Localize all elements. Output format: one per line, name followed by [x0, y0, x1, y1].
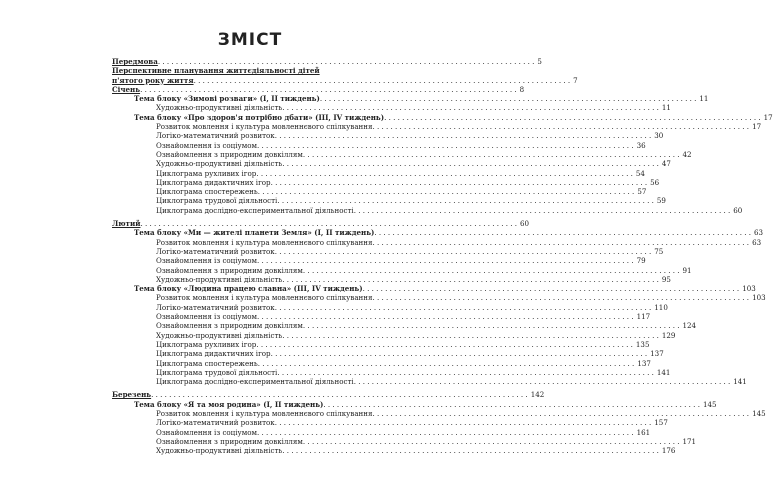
- dot-leader: . . . . . . . . . . . . . . . . . . . . . . . . . . . . . . . . . . . . . . . . . . . . . . . . . . . . . . . . . . . . . . . . . . . . . . . . . . . . . . . . . . . .: [256, 339, 633, 349]
- dot-leader: . . . . . . . . . . . . . . . . . . . . . . . . . . . . . . . . . . . . . . . . . . . . . . . . . . . . . . . . . . . . . . . . . . . . . . . . . . . . . . . . . . . .: [282, 330, 659, 340]
- toc-entry[interactable]: [112, 103, 671, 113]
- dot-leader: . . . . . . . . . . . . . . . . . . . . . . . . . . . . . . . . . . . . . . . . . . . . . . . . . . . . . . . . . . . . . . . . . . . . . . . . . . . . . . . . . . . .: [274, 131, 652, 141]
- page-title: ЗМІСТ: [217, 30, 283, 50]
- toc-page-number: 60: [520, 219, 530, 229]
- toc-page-number: 135: [635, 339, 650, 349]
- toc-entry-title: Циклограма спостережень: [156, 187, 258, 197]
- toc-entry-title: Циклограма дослідно-експериментальної діяльності: [156, 377, 354, 387]
- toc-entry-title: Ознайомлення із соціумом: [156, 312, 257, 322]
- dot-leader: . . . . . . . . . . . . . . . . . . . . . . . . . . . . . . . . . . . . . . . . . . . . . . . . . . . . . . . . . . . . . . . . . . . . . . . . . . . . . . . . . . . .: [256, 168, 633, 178]
- dot-leader: . . . . . . . . . . . . . . . . . . . . . . . . . . . . . . . . . . . . . . . . . . . . . . . . . . . . . . . . . . . . . . . . . . . . . . . . . . . . . . . . . . . .: [274, 302, 652, 312]
- dot-leader: . . . . . . . . . . . . . . . . . . . . . . . . . . . . . . . . . . . . . . . . . . . . . . . . . . . . . . . . . . . . . . . . . . . . . . . . . . . . . . . . . . . .: [270, 349, 648, 359]
- toc-page-number: 103: [742, 284, 756, 294]
- toc-page-number: 59: [656, 196, 666, 206]
- toc-page-number: 103: [752, 293, 766, 303]
- toc-entry-title: Ознайомлення із соціумом: [156, 140, 257, 150]
- dot-leader: . . . . . . . . . . . . . . . . . . . . . . . . . . . . . . . . . . . . . . . . . . . . . . . . . . . . . . . . . . . . . . . . . . . . . . . . . . . . . . . . . . . .: [270, 177, 648, 187]
- toc-entry-title: Ознайомлення з природним довкіллям: [156, 436, 303, 446]
- dot-leader: . . . . . . . . . . . . . . . . . . . . . . . . . . . . . . . . . . . . . . . . . . . . . . . . . . . . . . . . . . . . . . . . . . . . . . . . . . . . . . . . . . . .: [140, 84, 517, 94]
- toc-entry-title: Розвиток мовлення і культура мовленнєвого спілкування: [156, 122, 373, 132]
- toc-entry-title: Тема блоку «Людина працею славна» (ІІІ, IV тиждень): [134, 284, 363, 294]
- toc-entry[interactable]: [112, 399, 717, 409]
- toc-page-number: 137: [637, 358, 651, 368]
- toc-page-number: 145: [752, 408, 766, 418]
- toc-page-number: 63: [752, 237, 762, 247]
- toc-entry[interactable]: [112, 94, 709, 104]
- toc-page-number: 142: [530, 390, 545, 400]
- toc-page-number: 141: [656, 367, 671, 377]
- toc-entry[interactable]: [112, 159, 671, 169]
- dot-leader: . . . . . . . . . . . . . . . . . . . . . . . . . . . . . . . . . . . . . . . . . . . . . . . . . . . . . . . . . . . . . . . . . . . . . . . . . . . . . . . . . . . .: [302, 436, 680, 446]
- toc-entry[interactable]: [112, 358, 651, 368]
- toc-page-number: 36: [636, 140, 646, 150]
- dot-leader: . . . . . . . . . . . . . . . . . . . . . . . . . . . . . . . . . . . . . . . . . . . . . . . . . . . . . . . . . . . . . . . . . . . . . . . . . . . . . . . . . . . .: [140, 219, 518, 229]
- toc-entry-title: Тема блоку «Ми — жителі планети Земля» (І, ІІ тиждень): [134, 228, 375, 238]
- toc-entry-title: Художньо-продуктивні діяльність: [156, 330, 283, 340]
- toc-entry-title: Ознайомлення з природним довкіллям: [156, 321, 303, 331]
- toc-entry-title: Ознайомлення із соціумом: [156, 427, 257, 437]
- toc-page-number: 17: [763, 112, 773, 122]
- toc-page-number: 145: [702, 399, 717, 409]
- toc-entry[interactable]: [112, 446, 676, 456]
- toc-entry[interactable]: [112, 205, 743, 215]
- dot-leader: . . . . . . . . . . . . . . . . . . . . . . . . . . . . . . . . . . . . . . . . . . . . . . . . . . . . . . . . . . . . . . . . . . . . . . . . . . . . . . . . . . . .: [282, 274, 659, 284]
- toc-entry[interactable]: [112, 339, 650, 349]
- toc-entry-title: Тема блоку «Про здоров'я потрібно дбати» (ІІІ, IV тиждень): [134, 112, 385, 122]
- toc-entry-title: Циклограма рухливих ігор: [156, 339, 257, 349]
- toc-entry[interactable]: [112, 377, 747, 387]
- dot-leader: . . . . . . . . . . . . . . . . . . . . . . . . . . . . . . . . . . . . . . . . . . . . . . . . . . . . . . . . . . . . . . . . . . . . . . . . . . . . . . . . . . . .: [384, 112, 761, 122]
- toc-entry-title: Тема блоку «Я та моя родина» (І, ІІ тиждень): [134, 399, 324, 409]
- dot-leader: . . . . . . . . . . . . . . . . . . . . . . . . . . . . . . . . . . . . . . . . . . . . . . . . . . . . . . . . . . . . . . . . . . . . . . . . . . . . . . . . . . . .: [302, 265, 680, 275]
- toc-page-number: 161: [636, 427, 651, 437]
- dot-leader: . . . . . . . . . . . . . . . . . . . . . . . . . . . . . . . . . . . . . . . . . . . . . . . . . . . . . . . . . . . . . . . . . . . . . . . . . . . . . . . . . . . .: [302, 321, 680, 331]
- dot-leader: . . . . . . . . . . . . . . . . . . . . . . . . . . . . . . . . . . . . . . . . . . . . . . . . . . . . . . . . . . . . . . . . . . . . . . . . . . . . . . . . . . . .: [257, 358, 635, 368]
- toc-page-number: 141: [733, 377, 747, 387]
- toc-entry[interactable]: [112, 321, 697, 331]
- toc-entry[interactable]: [112, 57, 542, 66]
- toc-page-number: 63: [753, 228, 764, 238]
- toc-entry[interactable]: [112, 187, 647, 197]
- toc-page-number: 171: [682, 436, 697, 446]
- toc-page-number: 60: [733, 205, 743, 215]
- dot-leader: . . . . . . . . . . . . . . . . . . . . . . . . . . . . . . . . . . . . . . . . . . . . . . . . . . . . . . . . . . . . . . . . . . . . . . . . . . . . . . . . . . . .: [282, 446, 659, 456]
- toc-entry-title: Логіко-математичний розвиток: [156, 302, 275, 312]
- dot-leader: . . . . . . . . . . . . . . . . . . . . . . . . . . . . . . . . . . . . . . . . . . . . . . . . . . . . . . . . . . . . . . . . . . . . . . . . . . . . . . . . . . . .: [282, 159, 659, 169]
- toc-entry[interactable]: [112, 427, 651, 437]
- toc-page-number: 47: [661, 159, 671, 169]
- toc-entry-title: Циклограма трудової діяльності: [156, 196, 278, 206]
- toc-entry-title: Ознайомлення з природним довкіллям: [156, 265, 303, 275]
- dot-leader: . . . . . . . . . . . . . . . . . . . . . . . . . . . . . . . . . . . . . . . . . . . . . . . . . . . . . . . . . . . . . . . . . . . . . . . . . . . . . . . . . . . .: [151, 390, 528, 400]
- toc-page-number: 57: [637, 187, 647, 197]
- toc-entry-title: Циклограма дидактичних ігор: [156, 177, 271, 187]
- toc-entry[interactable]: [112, 219, 530, 229]
- toc-entry-title: Логіко-математичний розвиток: [156, 131, 275, 141]
- dot-leader: . . . . . . . . . . . . . . . . . . . . . . . . . . . . . . . . . . . . . . . . . . . . . . . . . . . . . . . . . . . . . . . . . . . . . . . . . . . . . . . . . . . .: [319, 94, 697, 104]
- toc-entry-title: Ознайомлення із соціумом: [156, 256, 257, 266]
- toc-entry-title: Передмова: [112, 57, 158, 66]
- toc-entry-title: Перспективне планування життєдіяльності дітей: [112, 66, 320, 76]
- toc-entry-title: Логіко-математичний розвиток: [156, 246, 275, 256]
- dot-leader: . . . . . . . . . . . . . . . . . . . . . . . . . . . . . . . . . . . . . . . . . . . . . . . . . . . . . . . . . . . . . . . . . . . . . . . . . . . . . . . . . . . .: [274, 246, 652, 256]
- dot-leader: . . . . . . . . . . . . . . . . . . . . . . . . . . . . . . . . . . . . . . . . . . . . . . . . . . . . . . . . . . . . . . . . . . . . . . . . . . . . . . . . . . . .: [374, 228, 751, 238]
- toc-entry-title: Лютий: [112, 219, 141, 229]
- toc-entry[interactable]: [112, 302, 668, 312]
- dot-leader: . . . . . . . . . . . . . . . . . . . . . . . . . . . . . . . . . . . . . . . . . . . . . . . . . . . . . . . . . . . . . . . . . . . . . . . . . . . . . . . . . . . .: [257, 256, 634, 266]
- toc-entry[interactable]: [112, 228, 764, 238]
- toc-entry-title: Січень: [112, 84, 141, 94]
- dot-leader: . . . . . . . . . . . . . . . . . . . . . . . . . . . . . . . . . . . . . . . . . . . . . . . . . . . . . . . . . . . . . . . . . . . . . . . . . . . . . . . . . . . .: [157, 57, 535, 66]
- toc-entry-title: Розвиток мовлення і культура мовленнєвого спілкування: [156, 293, 373, 303]
- toc-page-number: 8: [519, 84, 525, 94]
- dot-leader: . . . . . . . . . . . . . . . . . . . . . . . . . . . . . . . . . . . . . . . . . . . . . . . . . . . . . . . . . . . . . . . . . . . . . . . . . . . . . . . . . . . .: [257, 187, 635, 197]
- toc-entry[interactable]: [112, 436, 697, 446]
- toc-page-number: 176: [661, 446, 676, 456]
- toc-page-number: 54: [635, 168, 645, 178]
- toc-page-number: 30: [654, 131, 664, 141]
- toc-page-number: 110: [654, 302, 668, 312]
- dot-leader: . . . . . . . . . . . . . . . . . . . . . . . . . . . . . . . . . . . . . . . . . . . . . . . . . . . . . . . . . . . . . . . . . . . . . . . . . . . . . . . . . . . .: [362, 284, 740, 294]
- toc-entry-title: Циклограма спостережень: [156, 358, 258, 368]
- dot-leader: . . . . . . . . . . . . . . . . . . . . . . . . . . . . . . . . . . . . . . . . . . . . . . . . . . . . . . . . . . . . . . . . . . . . . . . . . . . . . . . . . . . .: [353, 377, 731, 387]
- toc-entry[interactable]: [112, 122, 762, 132]
- toc-entry-title: Циклограма рухливих ігор: [156, 168, 257, 178]
- dot-leader: . . . . . . . . . . . . . . . . . . . . . . . . . . . . . . . . . . . . . . . . . . . . . . . . . . . . . . . . . . . . . . . . . . . . . . . . . . . . . . . . . . . .: [257, 312, 634, 322]
- toc-page-number: 11: [661, 103, 671, 113]
- toc-entry[interactable]: [112, 84, 525, 94]
- toc-page-number: 95: [661, 274, 671, 284]
- toc-entry-title: п'ятого року життя: [112, 75, 194, 85]
- toc-entry-title: Розвиток мовлення і культура мовленнєвого спілкування: [156, 408, 373, 418]
- toc-entry[interactable]: [112, 265, 692, 275]
- toc-page-number: 137: [650, 349, 664, 359]
- toc-entry[interactable]: [112, 349, 664, 359]
- toc-entry[interactable]: [112, 284, 756, 294]
- toc-entry[interactable]: [112, 237, 762, 247]
- toc-entry-title: Розвиток мовлення і культура мовленнєвого спілкування: [156, 237, 373, 247]
- toc-entry[interactable]: [112, 196, 666, 206]
- toc-entry[interactable]: [112, 177, 660, 187]
- toc-page-number: 75: [654, 246, 664, 256]
- toc-entry-title: Тема блоку «Зимові розваги» (І, ІІ тиждень): [134, 94, 320, 104]
- toc-page-number: 117: [636, 312, 651, 322]
- toc-page-number: 42: [682, 149, 692, 159]
- toc-page-number: 91: [682, 265, 692, 275]
- toc-entry-title: Художньо-продуктивні діяльність: [156, 159, 283, 169]
- toc-page-number: 7: [573, 75, 578, 85]
- dot-leader: . . . . . . . . . . . . . . . . . . . . . . . . . . . . . . . . . . . . . . . . . . . . . . . . . . . . . . . . . . . . . . . . . . . . . . . . . . . . . . . . . . . .: [353, 205, 731, 215]
- dot-leader: . . . . . . . . . . . . . . . . . . . . . . . . . . . . . . . . . . . . . . . . . . . . . . . . . . . . . . . . . . . . . . . . . . . . . . . . . . . . . . . . . . . .: [372, 237, 750, 247]
- toc-entry-title: Художньо-продуктивні діяльність: [156, 274, 283, 284]
- dot-leader: . . . . . . . . . . . . . . . . . . . . . . . . . . . . . . . . . . . . . . . . . . . . . . . . . . . . . . . . . . . . . . . . . . . . . . . . . . . . . . . . . . . .: [372, 408, 750, 418]
- toc-entry[interactable]: [112, 131, 664, 141]
- toc-entry-title: Ознайомлення з природним довкіллям: [156, 149, 303, 159]
- toc-entry[interactable]: [112, 274, 671, 284]
- table-of-contents: [112, 57, 773, 456]
- dot-leader: . . . . . . . . . . . . . . . . . . . . . . . . . . . . . . . . . . . . . . . . . . . . . . . . . . . . . . . . . . . . . . . . . . . . . . . . . . . . . . . . . . . .: [257, 140, 634, 150]
- toc-entry[interactable]: [112, 66, 578, 85]
- toc-entry[interactable]: [112, 256, 646, 266]
- dot-leader: . . . . . . . . . . . . . . . . . . . . . . . . . . . . . . . . . . . . . . . . . . . . . . . . . . . . . . . . . . . . . . . . . . . . . . . . . . . . . . . . . . . .: [372, 122, 750, 132]
- dot-leader: . . . . . . . . . . . . . . . . . . . . . . . . . . . . . . . . . . . . . . . . . . . . . . . . . . . . . . . . . . . . . . . . . . . . . . . . . . . . . . . . . . . .: [257, 427, 634, 437]
- toc-page-number: 124: [682, 321, 697, 331]
- dot-leader: . . . . . . . . . . . . . . . . . . . . . . . . . . . . . . . . . . . . . . . . . . . . . . . . . . . . . . . . . . . . . . . . . . . . . . . . . . . . . . . . . . . .: [302, 149, 680, 159]
- toc-page-number: 5: [537, 57, 542, 66]
- dot-leader: . . . . . . . . . . . . . . . . . . . . . . . . . . . . . . . . . . . . . . . . . . . . . . . . . . . . . . . . . . . . . . . . . . . . . . . . . . . . . . . . . . . .: [274, 418, 652, 428]
- toc-entry-title: Циклограма дослідно-експериментальної діяльності: [156, 205, 354, 215]
- toc-entry-title: Березень: [112, 390, 152, 400]
- toc-entry[interactable]: [112, 168, 645, 178]
- dot-leader: . . . . . . . . . . . . . . . . . . . . . . . . . . . . . . . . . . . . . . . . . . . . . . . . . . . . . . . . . . . . . . . . . . . . . . . . . . . . . . . . . . . .: [277, 367, 654, 377]
- toc-entry[interactable]: [112, 312, 651, 322]
- toc-entry[interactable]: [112, 390, 545, 400]
- toc-entry[interactable]: [112, 330, 676, 340]
- toc-entry-title: Логіко-математичний розвиток: [156, 418, 275, 428]
- toc-page-number: 17: [752, 122, 762, 132]
- dot-leader: . . . . . . . . . . . . . . . . . . . . . . . . . . . . . . . . . . . . . . . . . . . . . . . . . . . . . . . . . . . . . . . . . . . . . . . . . . . . . . . . . . . .: [282, 103, 659, 113]
- dot-leader: . . . . . . . . . . . . . . . . . . . . . . . . . . . . . . . . . . . . . . . . . . . . . . . . . . . . . . . . . . . . . . . . . . . . . . . . . . . . . . . . . . . .: [277, 196, 654, 206]
- toc-page-number: 157: [654, 418, 668, 428]
- toc-entry[interactable]: [112, 140, 646, 150]
- toc-entry[interactable]: [112, 418, 668, 428]
- toc-entry-title: Художньо-продуктивні діяльність: [156, 446, 283, 456]
- toc-page-number: 11: [699, 94, 709, 104]
- toc-page-number: 56: [650, 177, 660, 187]
- dot-leader: . . . . . . . . . . . . . . . . . . . . . . . . . . . . . . . . . . . . . . . . . . . . . . . . . . . . . . . . . . . . . . . . . . . . . . . . . . . . . . . . . . . .: [193, 75, 571, 85]
- dot-leader: . . . . . . . . . . . . . . . . . . . . . . . . . . . . . . . . . . . . . . . . . . . . . . . . . . . . . . . . . . . . . . . . . . . . . . . . . . . . . . . . . . . .: [372, 293, 750, 303]
- toc-entry[interactable]: [112, 112, 773, 122]
- document-page: [112, 30, 773, 456]
- toc-entry[interactable]: [112, 367, 671, 377]
- toc-page-number: 79: [636, 256, 646, 266]
- toc-page-number: 129: [661, 330, 676, 340]
- toc-entry-title: Циклограма трудової діяльності: [156, 367, 278, 377]
- toc-entry-title: Циклограма дидактичних ігор: [156, 349, 271, 359]
- toc-entry[interactable]: [112, 293, 766, 303]
- toc-entry[interactable]: [112, 149, 692, 159]
- toc-entry[interactable]: [112, 246, 664, 256]
- dot-leader: . . . . . . . . . . . . . . . . . . . . . . . . . . . . . . . . . . . . . . . . . . . . . . . . . . . . . . . . . . . . . . . . . . . . . . . . . . . . . . . . . . . .: [323, 399, 700, 409]
- toc-entry-title: Художньо-продуктивні діяльність: [156, 103, 283, 113]
- toc-entry[interactable]: [112, 408, 766, 418]
